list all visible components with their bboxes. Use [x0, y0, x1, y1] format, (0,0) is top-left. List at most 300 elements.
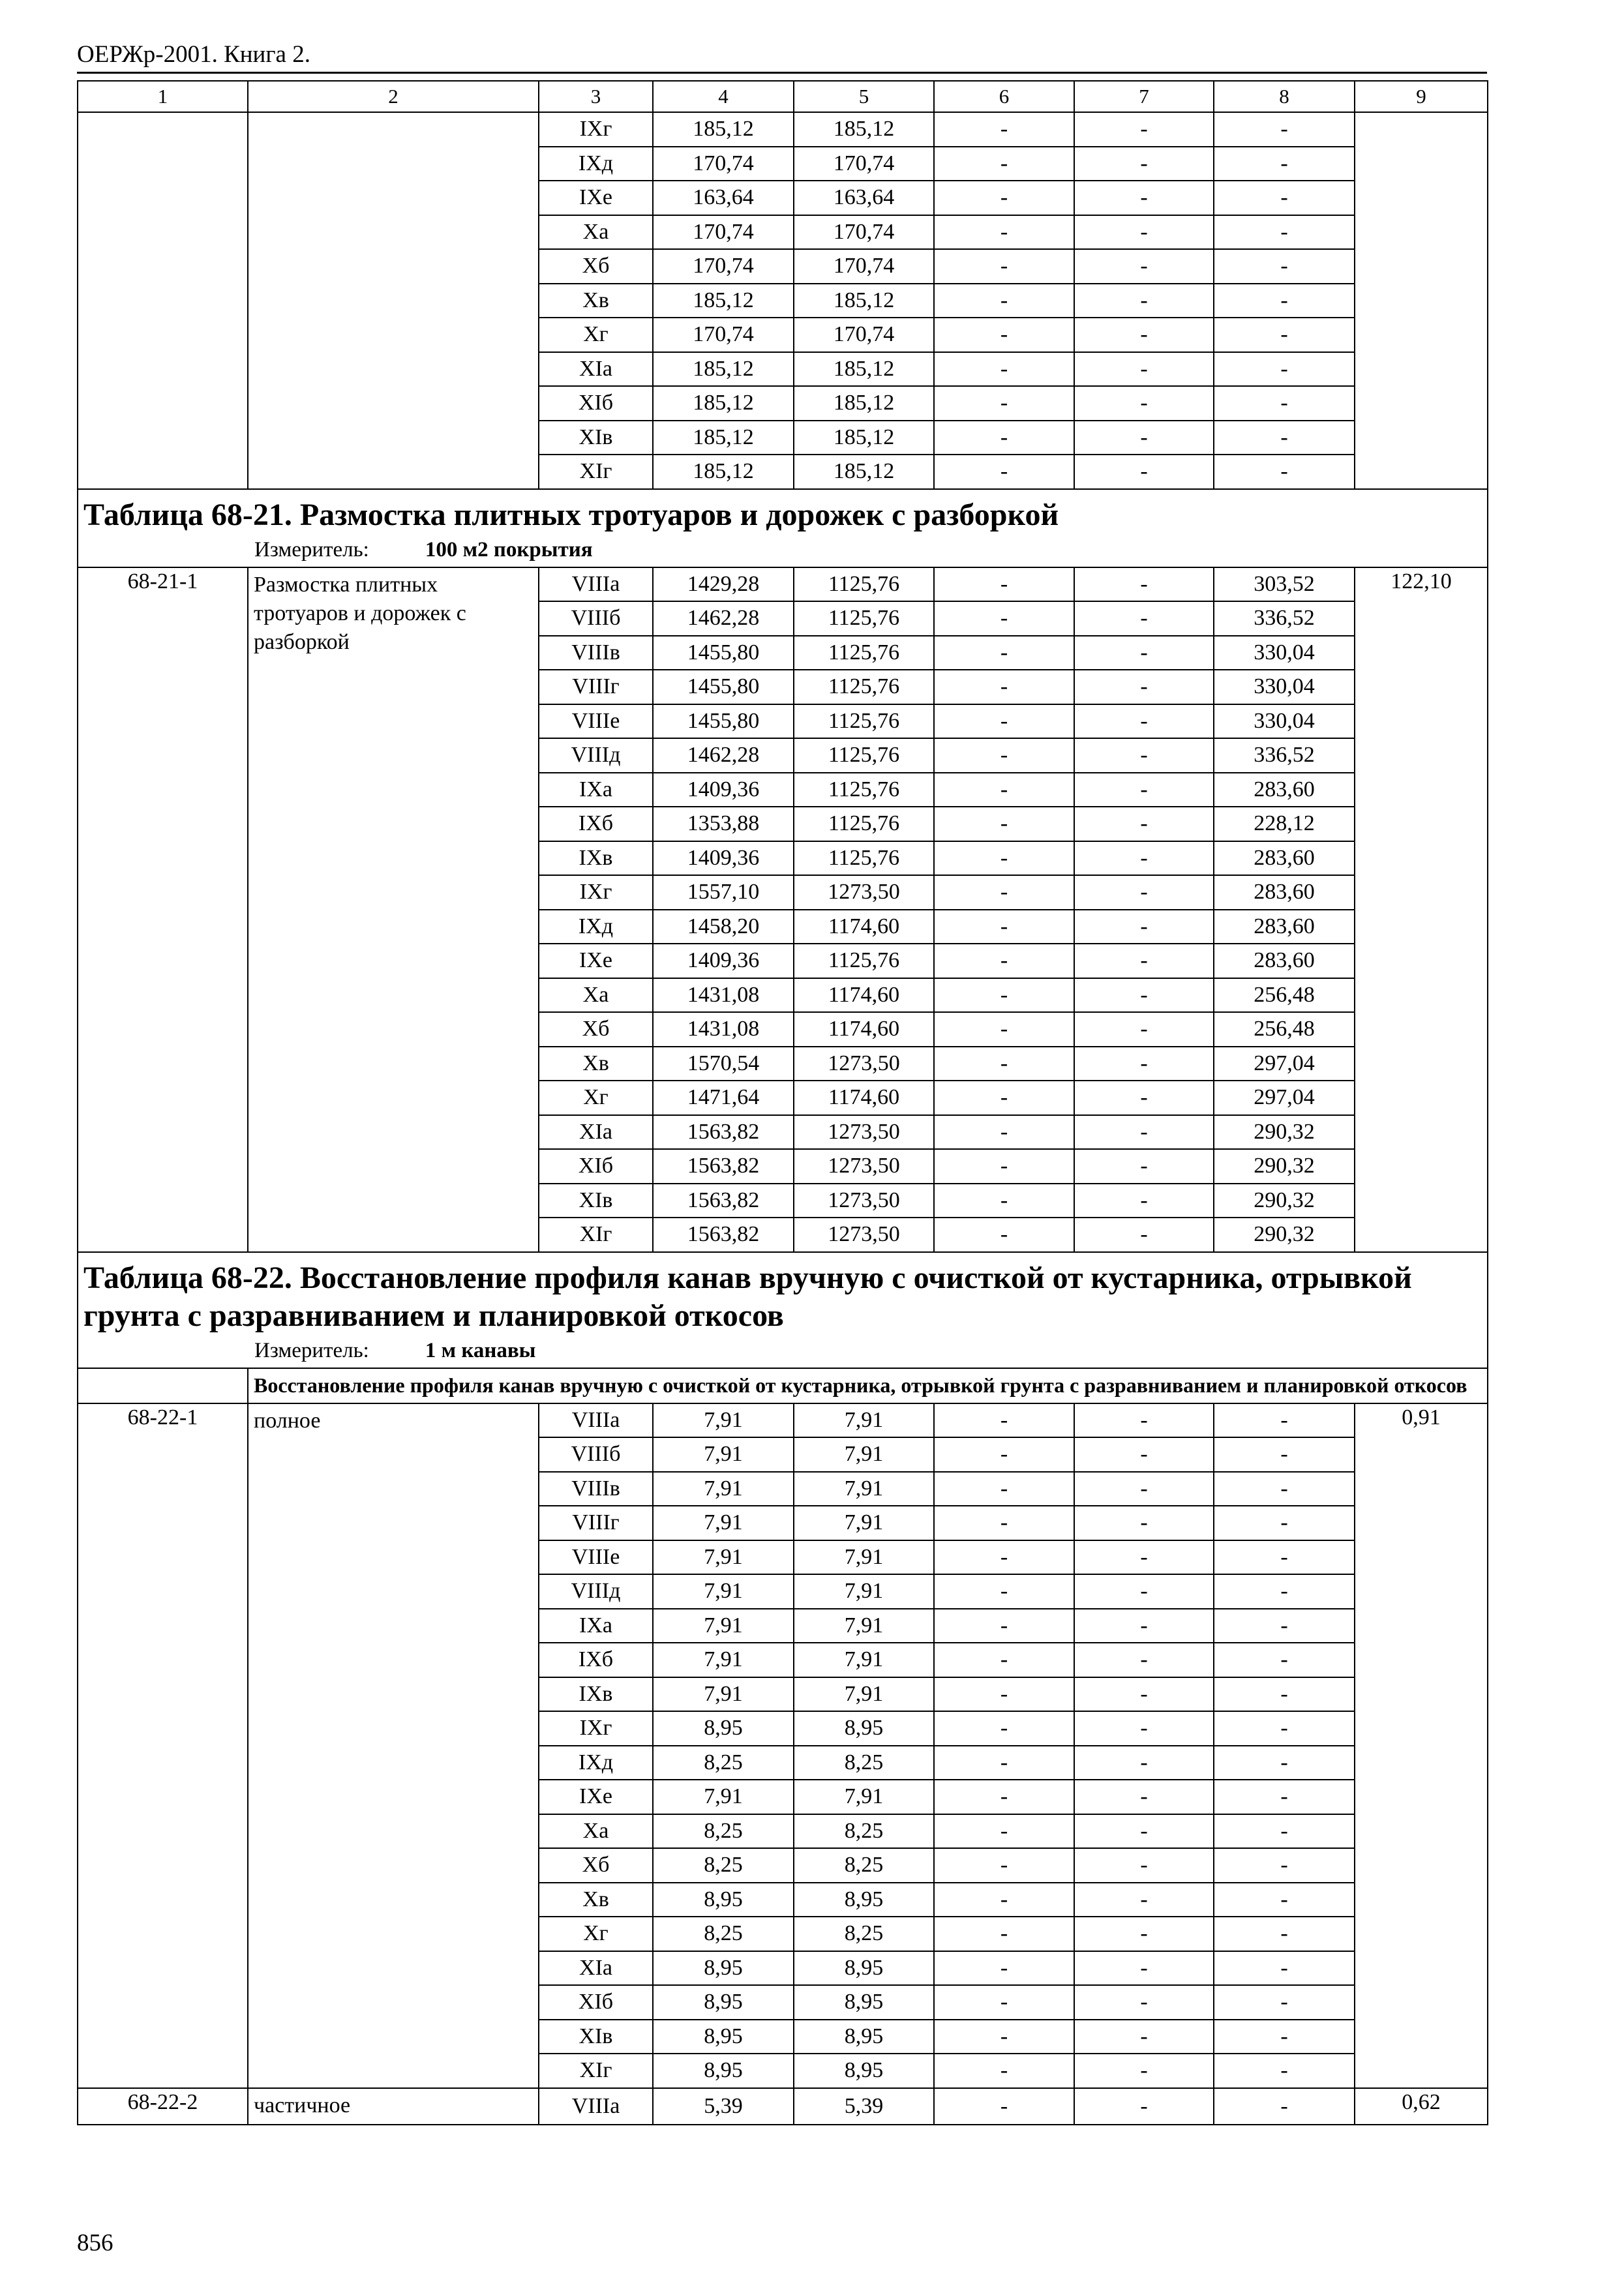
- cell-materials: -: [1214, 421, 1355, 455]
- column-number: 9: [1355, 81, 1488, 112]
- cell-machinist-wages: -: [1074, 284, 1214, 318]
- code-cell-empty: [78, 112, 248, 489]
- cell-wages: 185,12: [794, 386, 934, 421]
- cell-materials: -: [1214, 1540, 1355, 1575]
- cell-category: Xг: [539, 1081, 653, 1115]
- cell-machines: -: [934, 1883, 1074, 1917]
- column-number: 8: [1214, 81, 1355, 112]
- cell-materials: -: [1214, 1951, 1355, 1986]
- cell-category: VIIIе: [539, 704, 653, 739]
- cell-materials: 290,32: [1214, 1115, 1355, 1150]
- cell-machines: -: [934, 1047, 1074, 1081]
- cell-category: Xб: [539, 1012, 653, 1047]
- cell-total-cost: 170,74: [653, 249, 794, 284]
- cell-materials: 330,04: [1214, 670, 1355, 704]
- cell-materials: 297,04: [1214, 1081, 1355, 1115]
- cell-category: XIб: [539, 1149, 653, 1184]
- cell-total-cost: 1455,80: [653, 670, 794, 704]
- cell-category: XIа: [539, 1951, 653, 1986]
- cell-machinist-wages: -: [1074, 1609, 1214, 1643]
- cell-machinist-wages: -: [1074, 567, 1214, 602]
- cell-wages: 8,95: [794, 1883, 934, 1917]
- work-description: Восстановление профиля канав вручную с очисткой от кустарника, отрывкой грунта с разравниванием и планировкой откосов: [248, 1368, 1488, 1403]
- cell-category: IXг: [539, 112, 653, 147]
- cell-machines: -: [934, 1780, 1074, 1814]
- cell-machines: -: [934, 1012, 1074, 1047]
- cell-wages: 1125,76: [794, 773, 934, 807]
- norms-table-body: [78, 81, 1488, 2125]
- cell-total-cost: 1409,36: [653, 944, 794, 978]
- cell-total-cost: 1455,80: [653, 636, 794, 670]
- cell-materials: -: [1214, 1985, 1355, 2020]
- cell-materials: 283,60: [1214, 875, 1355, 910]
- cell-wages: 1125,76: [794, 601, 934, 636]
- cell-category: XIг: [539, 455, 653, 489]
- cell-total-cost: 7,91: [653, 1574, 794, 1609]
- cell-materials: -: [1214, 1780, 1355, 1814]
- table-68-21-title: Таблица 68-21. Размостка плитных тротуаров и дорожек с разборкой: [83, 497, 1059, 532]
- cell-machinist-wages: -: [1074, 352, 1214, 387]
- cell-category: Xб: [539, 249, 653, 284]
- cell-total-cost: 1409,36: [653, 841, 794, 876]
- cell-machines: -: [934, 1677, 1074, 1712]
- cell-category: IXб: [539, 1643, 653, 1677]
- cell-total-cost: 7,91: [653, 1677, 794, 1712]
- cell-wages: 1125,76: [794, 704, 934, 739]
- cell-materials: -: [1214, 147, 1355, 181]
- cell-machinist-wages: -: [1074, 910, 1214, 944]
- cell-wages: 1174,60: [794, 978, 934, 1013]
- column-number: 7: [1074, 81, 1214, 112]
- item-name: полное: [248, 1403, 539, 2088]
- table-title-row: [78, 1252, 1488, 1368]
- cell-category: Xв: [539, 1047, 653, 1081]
- cell-wages: 185,12: [794, 112, 934, 147]
- cell-machines: -: [934, 2020, 1074, 2054]
- cell-materials: -: [1214, 2054, 1355, 2088]
- cell-total-cost: 1431,08: [653, 1012, 794, 1047]
- cell-category: Xв: [539, 284, 653, 318]
- cell-materials: 283,60: [1214, 841, 1355, 876]
- table-title-row: [78, 489, 1488, 567]
- cell-total-cost: 7,91: [653, 1540, 794, 1575]
- cell-materials: -: [1214, 318, 1355, 352]
- header-rule: [77, 72, 1487, 74]
- item-labor-norm: 0,62: [1355, 2088, 1488, 2125]
- cell-machines: -: [934, 601, 1074, 636]
- cell-materials: -: [1214, 1883, 1355, 1917]
- cell-machines: -: [934, 773, 1074, 807]
- table-68-22-title: Таблица 68-22. Восстановление профиля канав вручную с очисткой от кустарника, отрывкой грунта с разравниванием и планировкой откосов: [83, 1260, 1412, 1333]
- cell-machines: -: [934, 567, 1074, 602]
- cell-materials: -: [1214, 1437, 1355, 1472]
- cell-wages: 8,95: [794, 1711, 934, 1746]
- cell-category: IXг: [539, 1711, 653, 1746]
- cell-machines: -: [934, 1917, 1074, 1951]
- cell-wages: 1273,50: [794, 875, 934, 910]
- cell-wages: 1174,60: [794, 910, 934, 944]
- cell-machines: -: [934, 147, 1074, 181]
- cell-wages: 185,12: [794, 421, 934, 455]
- cell-materials: -: [1214, 1814, 1355, 1849]
- cell-machines: -: [934, 181, 1074, 215]
- cell-total-cost: 7,91: [653, 1403, 794, 1438]
- cell-machinist-wages: -: [1074, 601, 1214, 636]
- cell-wages: 1273,50: [794, 1218, 934, 1252]
- cell-total-cost: 7,91: [653, 1780, 794, 1814]
- cell-machines: -: [934, 636, 1074, 670]
- cell-machinist-wages: -: [1074, 1047, 1214, 1081]
- cell-wages: 170,74: [794, 215, 934, 250]
- cell-machines: -: [934, 841, 1074, 876]
- cell-total-cost: 7,91: [653, 1643, 794, 1677]
- cell-machinist-wages: -: [1074, 2020, 1214, 2054]
- cell-machinist-wages: -: [1074, 1780, 1214, 1814]
- cell-category: Xб: [539, 1848, 653, 1883]
- cell-category: XIг: [539, 2054, 653, 2088]
- cell-wages: 163,64: [794, 181, 934, 215]
- cell-machinist-wages: -: [1074, 978, 1214, 1013]
- cell-total-cost: 170,74: [653, 147, 794, 181]
- cell-category: VIIIб: [539, 1437, 653, 1472]
- item-labor-norm: 122,10: [1355, 567, 1488, 1252]
- cell-machinist-wages: -: [1074, 738, 1214, 773]
- cell-machinist-wages: -: [1074, 1184, 1214, 1218]
- cell-materials: -: [1214, 1711, 1355, 1746]
- cell-category: XIв: [539, 421, 653, 455]
- cell-total-cost: 1557,10: [653, 875, 794, 910]
- cell-wages: 7,91: [794, 1403, 934, 1438]
- cell-materials: -: [1214, 181, 1355, 215]
- cell-machinist-wages: -: [1074, 215, 1214, 250]
- cell-machinist-wages: -: [1074, 1218, 1214, 1252]
- cell-total-cost: 1431,08: [653, 978, 794, 1013]
- cell-category: Xа: [539, 978, 653, 1013]
- cell-machines: -: [934, 1643, 1074, 1677]
- column-numbers-row: [78, 81, 1488, 112]
- cell-total-cost: 8,95: [653, 1951, 794, 1986]
- cell-total-cost: 185,12: [653, 386, 794, 421]
- cell-machinist-wages: -: [1074, 318, 1214, 352]
- cell-wages: 185,12: [794, 455, 934, 489]
- cell-materials: -: [1214, 1917, 1355, 1951]
- cell-total-cost: 8,95: [653, 1711, 794, 1746]
- cell-category: VIIIд: [539, 1574, 653, 1609]
- cell-total-cost: 1429,28: [653, 567, 794, 602]
- cell-machines: -: [934, 1951, 1074, 1986]
- cell-wages: 1125,76: [794, 944, 934, 978]
- cell-category: IXд: [539, 147, 653, 181]
- cell-total-cost: 1455,80: [653, 704, 794, 739]
- cell-wages: 170,74: [794, 318, 934, 352]
- cell-machines: -: [934, 1506, 1074, 1540]
- cell-materials: 297,04: [1214, 1047, 1355, 1081]
- cell-wages: 1174,60: [794, 1081, 934, 1115]
- page-number: 856: [77, 2230, 113, 2256]
- column-number: 2: [248, 81, 539, 112]
- cell-materials: -: [1214, 112, 1355, 147]
- cell-category: VIIIг: [539, 1506, 653, 1540]
- cell-total-cost: 8,95: [653, 2054, 794, 2088]
- cell-machines: -: [934, 1540, 1074, 1575]
- cell-wages: 8,95: [794, 2020, 934, 2054]
- cell-machines: -: [934, 978, 1074, 1013]
- cell-materials: -: [1214, 1643, 1355, 1677]
- cell-machinist-wages: -: [1074, 1746, 1214, 1780]
- cell-total-cost: 8,25: [653, 1746, 794, 1780]
- cell-materials: -: [1214, 386, 1355, 421]
- cell-total-cost: 185,12: [653, 421, 794, 455]
- cell-wages: 1125,76: [794, 670, 934, 704]
- measure-value: 1 м канавы: [425, 1338, 536, 1362]
- cell-category: VIIIв: [539, 636, 653, 670]
- cell-total-cost: 1462,28: [653, 738, 794, 773]
- cell-total-cost: 1563,82: [653, 1149, 794, 1184]
- column-number: 4: [653, 81, 794, 112]
- cell-category: VIIIв: [539, 1472, 653, 1506]
- cell-materials: -: [1214, 249, 1355, 284]
- cell-machinist-wages: -: [1074, 1951, 1214, 1986]
- cell-wages: 1125,76: [794, 807, 934, 841]
- cell-category: VIIIа: [539, 1403, 653, 1438]
- cell-total-cost: 1563,82: [653, 1184, 794, 1218]
- cell-materials: 283,60: [1214, 910, 1355, 944]
- cell-wages: 8,25: [794, 1746, 934, 1780]
- cell-machinist-wages: -: [1074, 807, 1214, 841]
- cell-category: VIIIд: [539, 738, 653, 773]
- cell-machines: -: [934, 2088, 1074, 2125]
- cell-total-cost: 170,74: [653, 215, 794, 250]
- cell-machinist-wages: -: [1074, 455, 1214, 489]
- cell-wages: 1273,50: [794, 1184, 934, 1218]
- norm-cell-empty: [1355, 112, 1488, 489]
- cell-wages: 1125,76: [794, 841, 934, 876]
- cell-total-cost: 1353,88: [653, 807, 794, 841]
- cell-machines: -: [934, 1115, 1074, 1150]
- cell-total-cost: 7,91: [653, 1437, 794, 1472]
- cell-total-cost: 7,91: [653, 1506, 794, 1540]
- cell-machinist-wages: -: [1074, 1081, 1214, 1115]
- item-name: Размостка плитных тротуаров и дорожек с разборкой: [248, 567, 539, 1252]
- cell-machines: -: [934, 249, 1074, 284]
- cell-machinist-wages: -: [1074, 1149, 1214, 1184]
- cell-wages: 185,12: [794, 352, 934, 387]
- cell-wages: 1174,60: [794, 1012, 934, 1047]
- cell-machinist-wages: -: [1074, 1012, 1214, 1047]
- cell-category: IXе: [539, 1780, 653, 1814]
- cell-wages: 8,95: [794, 2054, 934, 2088]
- cell-total-cost: 7,91: [653, 1472, 794, 1506]
- cell-machinist-wages: -: [1074, 386, 1214, 421]
- cell-wages: 8,25: [794, 1848, 934, 1883]
- cell-wages: 1125,76: [794, 738, 934, 773]
- cell-machines: -: [934, 704, 1074, 739]
- cell-total-cost: 1409,36: [653, 773, 794, 807]
- cell-materials: -: [1214, 215, 1355, 250]
- cell-machinist-wages: -: [1074, 1540, 1214, 1575]
- cell-machines: -: [934, 875, 1074, 910]
- cell-materials: -: [1214, 1609, 1355, 1643]
- cell-wages: 8,95: [794, 1985, 934, 2020]
- cell-machinist-wages: -: [1074, 421, 1214, 455]
- cell-wages: 1273,50: [794, 1047, 934, 1081]
- cell-total-cost: 1458,20: [653, 910, 794, 944]
- cell-machinist-wages: -: [1074, 1985, 1214, 2020]
- cell-machines: -: [934, 112, 1074, 147]
- cell-total-cost: 163,64: [653, 181, 794, 215]
- cell-wages: 170,74: [794, 249, 934, 284]
- cell-materials: 290,32: [1214, 1218, 1355, 1252]
- cell-materials: 303,52: [1214, 567, 1355, 602]
- cell-materials: -: [1214, 284, 1355, 318]
- cell-machines: -: [934, 1574, 1074, 1609]
- cell-machinist-wages: -: [1074, 1574, 1214, 1609]
- cell-machinist-wages: -: [1074, 2088, 1214, 2125]
- cell-machines: -: [934, 1184, 1074, 1218]
- column-number: 3: [539, 81, 653, 112]
- cell-category: XIв: [539, 2020, 653, 2054]
- cell-machines: -: [934, 386, 1074, 421]
- cell-machinist-wages: -: [1074, 112, 1214, 147]
- item-code: 68-22-1: [78, 1403, 248, 2088]
- cell-category: IXе: [539, 944, 653, 978]
- column-number: 1: [78, 81, 248, 112]
- cell-machines: -: [934, 1711, 1074, 1746]
- cell-materials: 290,32: [1214, 1184, 1355, 1218]
- cell-total-cost: 185,12: [653, 455, 794, 489]
- cell-machines: -: [934, 1149, 1074, 1184]
- cell-machinist-wages: -: [1074, 1472, 1214, 1506]
- cell-materials: -: [1214, 352, 1355, 387]
- cell-category: Xа: [539, 1814, 653, 1849]
- cell-wages: 185,12: [794, 284, 934, 318]
- cell-machines: -: [934, 670, 1074, 704]
- cell-category: VIIIа: [539, 567, 653, 602]
- cell-category: IXг: [539, 875, 653, 910]
- cell-wages: 8,25: [794, 1917, 934, 1951]
- cell-category: IXб: [539, 807, 653, 841]
- table-row: [78, 1403, 1488, 1438]
- cell-wages: 1125,76: [794, 567, 934, 602]
- column-number: 5: [794, 81, 934, 112]
- cell-total-cost: 185,12: [653, 112, 794, 147]
- cell-materials: -: [1214, 1574, 1355, 1609]
- cell-total-cost: 7,91: [653, 1609, 794, 1643]
- cell-machines: -: [934, 2054, 1074, 2088]
- cell-total-cost: 185,12: [653, 352, 794, 387]
- cell-category: VIIIе: [539, 1540, 653, 1575]
- cell-category: IXд: [539, 910, 653, 944]
- cell-wages: 7,91: [794, 1472, 934, 1506]
- cell-category: XIа: [539, 352, 653, 387]
- cell-machines: -: [934, 1985, 1074, 2020]
- cell-machinist-wages: -: [1074, 636, 1214, 670]
- cell-materials: -: [1214, 455, 1355, 489]
- measure-line: [254, 1338, 1482, 1364]
- cell-machinist-wages: -: [1074, 773, 1214, 807]
- cell-category: XIг: [539, 1218, 653, 1252]
- table-row: [78, 567, 1488, 602]
- cell-category: VIIIб: [539, 601, 653, 636]
- cell-category: Xг: [539, 1917, 653, 1951]
- cell-wages: 1273,50: [794, 1149, 934, 1184]
- cell-wages: 5,39: [794, 2088, 934, 2125]
- cell-total-cost: 1462,28: [653, 601, 794, 636]
- cell-wages: 7,91: [794, 1609, 934, 1643]
- cell-materials: 256,48: [1214, 978, 1355, 1013]
- measure-label: Измеритель:: [254, 1338, 369, 1362]
- table-68-21-title-cell: [78, 489, 1488, 567]
- cell-wages: 7,91: [794, 1506, 934, 1540]
- cell-materials: 283,60: [1214, 944, 1355, 978]
- cell-category: Xв: [539, 1883, 653, 1917]
- cell-machinist-wages: -: [1074, 2054, 1214, 2088]
- cell-machines: -: [934, 1437, 1074, 1472]
- cell-machinist-wages: -: [1074, 1814, 1214, 1849]
- cell-machines: -: [934, 1081, 1074, 1115]
- cell-category: IXв: [539, 1677, 653, 1712]
- cell-machinist-wages: -: [1074, 1437, 1214, 1472]
- cell-wages: 1125,76: [794, 636, 934, 670]
- cell-machines: -: [934, 1609, 1074, 1643]
- cell-machines: -: [934, 1218, 1074, 1252]
- cell-materials: -: [1214, 1746, 1355, 1780]
- cell-total-cost: 170,74: [653, 318, 794, 352]
- cell-machinist-wages: -: [1074, 1403, 1214, 1438]
- cell-wages: 7,91: [794, 1540, 934, 1575]
- cell-total-cost: 1563,82: [653, 1115, 794, 1150]
- cell-machinist-wages: -: [1074, 670, 1214, 704]
- cell-machines: -: [934, 1814, 1074, 1849]
- cell-materials: 330,04: [1214, 704, 1355, 739]
- item-code: 68-21-1: [78, 567, 248, 1252]
- cell-materials: 336,52: [1214, 738, 1355, 773]
- cell-machines: -: [934, 455, 1074, 489]
- cell-materials: 330,04: [1214, 636, 1355, 670]
- table-row: [78, 2088, 1488, 2125]
- cell-category: IXв: [539, 841, 653, 876]
- cell-machinist-wages: -: [1074, 1883, 1214, 1917]
- cell-materials: 290,32: [1214, 1149, 1355, 1184]
- cell-total-cost: 1471,64: [653, 1081, 794, 1115]
- cell-machinist-wages: -: [1074, 1848, 1214, 1883]
- cell-wages: 8,25: [794, 1814, 934, 1849]
- cell-machinist-wages: -: [1074, 1643, 1214, 1677]
- cell-category: Xа: [539, 215, 653, 250]
- cell-materials: 283,60: [1214, 773, 1355, 807]
- cell-category: IXе: [539, 181, 653, 215]
- cell-category: XIб: [539, 386, 653, 421]
- note-row: [78, 1368, 1488, 1403]
- cell-machines: -: [934, 1403, 1074, 1438]
- cell-machinist-wages: -: [1074, 1115, 1214, 1150]
- cell-total-cost: 8,95: [653, 1985, 794, 2020]
- cell-materials: -: [1214, 2088, 1355, 2125]
- cell-total-cost: 1563,82: [653, 1218, 794, 1252]
- column-number: 6: [934, 81, 1074, 112]
- measure-label: Измеритель:: [254, 537, 369, 561]
- cell-machines: -: [934, 910, 1074, 944]
- table-row: [78, 112, 1488, 147]
- cell-machinist-wages: -: [1074, 181, 1214, 215]
- cell-total-cost: 8,25: [653, 1814, 794, 1849]
- cell-machinist-wages: -: [1074, 1506, 1214, 1540]
- norms-table: [77, 80, 1488, 2125]
- cell-wages: 1273,50: [794, 1115, 934, 1150]
- cell-wages: 7,91: [794, 1437, 934, 1472]
- cell-category: IXа: [539, 773, 653, 807]
- cell-machines: -: [934, 1472, 1074, 1506]
